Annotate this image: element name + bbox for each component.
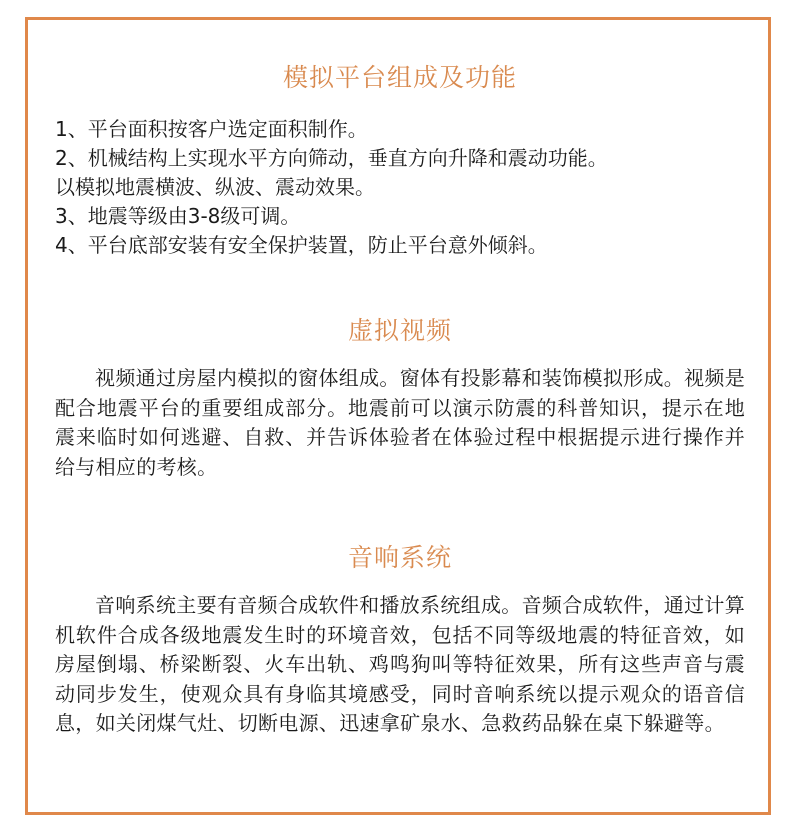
section-title-audio-system: 音响系统: [347, 543, 452, 572]
list-item: 2、机械结构上实现水平方向筛动，垂直方向升降和震动功能。: [55, 146, 608, 170]
audio-system-paragraph: 音响系统主要有音频合成软件和播放系统组成。音频合成软件，通过计算机软件合成各级地震发生时的环境音效，包括不同等级地震的特征音效，如房屋倒塌、桥梁断裂、火车出轨、鸡鸣狗叫等特征效果，所有这些声音与震动同步发生，使观众具有身临其境感受，同时音响系统以提示观众的语音信息，如关闭煤气灶、切断电源、迅速拿矿泉水、急救药品躲在桌下躲避等。: [55, 593, 745, 735]
list-item: 4、平台底部安装有安全保护装置，防止平台意外倾斜。: [55, 233, 548, 257]
section-title-platform: 模拟平台组成及功能: [282, 63, 517, 92]
virtual-video-paragraph: 视频通过房屋内模拟的窗体组成。窗体有投影幕和装饰模拟形成。视频是配合地震平台的重要组成部分。地震前可以演示防震的科普知识，提示在地震来临时如何逃避、自救、并告诉体验者在体验过程中根据提示进行操作并给与相应的考核。: [55, 366, 745, 479]
section-title-virtual-video: 虚拟视频: [347, 316, 452, 345]
list-item: 1、平台面积按客户选定面积制作。: [55, 117, 368, 141]
platform-feature-list: [55, 115, 745, 260]
document-content: [55, 58, 745, 739]
list-item: 3、地震等级由3-8级可调。: [55, 204, 301, 228]
list-item: 以模拟地震横波、纵波、震动效果。: [55, 175, 375, 199]
